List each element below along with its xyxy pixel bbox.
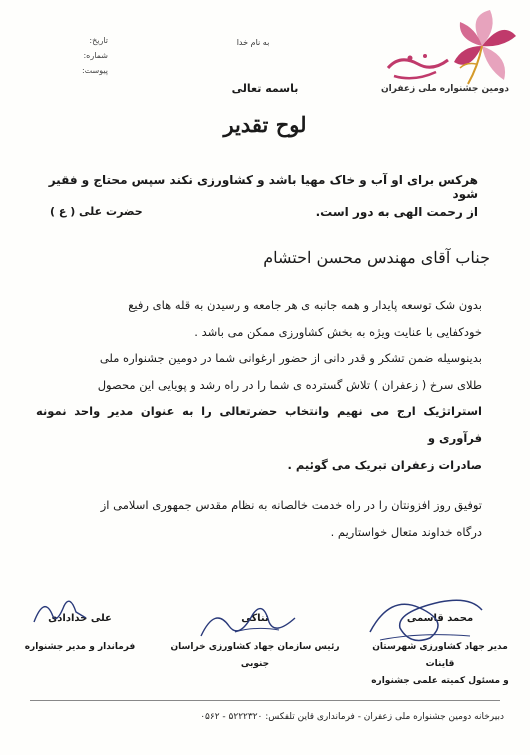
hadith-quote-line2: از رحمت الهی به دور است. bbox=[315, 205, 478, 219]
recipient-name: جناب آقای مهندس محسن احتشام bbox=[263, 248, 490, 267]
body-line: صادرات زعفران تبریک می گوئیم . bbox=[287, 457, 482, 472]
body-line: طلای سرخ ( زعفران ) تلاش گسترده ی شما را در راه رشد و پویایی این محصول bbox=[97, 377, 482, 392]
quote-attribution: حضرت علی ( ع ) bbox=[50, 205, 143, 218]
handwritten-signature-icon bbox=[30, 592, 90, 632]
meta-date-label: تاریخ: bbox=[89, 36, 108, 45]
hadith-quote-line1: هرکس برای او آب و خاک مهیا باشد و کشاورزی نکند سپس محتاج و فقیر شود bbox=[48, 173, 478, 201]
letter-body bbox=[36, 292, 482, 545]
handwritten-signature-icon bbox=[195, 596, 305, 646]
body-line: خودکفایی با عنایت ویژه به بخش کشاورزی ممکن می باشد . bbox=[194, 324, 482, 339]
handwritten-signature-icon bbox=[360, 588, 490, 648]
body-line: استراتژیک ارج می نهیم وانتخاب حضرتعالی را به عنوان مدیر واحد نمونه فرآوری و bbox=[36, 404, 482, 445]
footer-divider bbox=[30, 700, 500, 701]
signatory-name: تناکی bbox=[241, 613, 269, 624]
logo-caption: دومین جشنواره ملی زعفران bbox=[380, 84, 510, 94]
signatory-name: علی خدادادی bbox=[48, 613, 112, 624]
signature-block-agriculture-org bbox=[165, 610, 345, 673]
body-line: توفیق روز افزونتان را در راه خدمت خالصانه به نظام مقدس جمهوری اسلامی از bbox=[100, 498, 482, 513]
signatory-name: محمد قاسمی bbox=[406, 613, 474, 624]
body-line: بدینوسیله ضمن تشکر و قدر دانی از حضور ارغوانی شما در دومین جشنواره ملی bbox=[99, 351, 482, 366]
invocation-heading: باسمه تعالی bbox=[231, 82, 299, 95]
meta-attachment-label: پیوست: bbox=[81, 66, 108, 75]
signature-block-scientific-committee bbox=[360, 610, 520, 690]
footer-contact: دبیرخانه دومین جشنواره ملی زعفران - فرمانداری قاین تلفکس: ۵۲۲۲۳۲۰ - ۰۵۶۲ bbox=[200, 712, 504, 722]
small-invocation: به نام خدا bbox=[236, 38, 270, 47]
signature-block-governor bbox=[20, 610, 140, 656]
body-line: درگاه خداوند متعال خواستاریم . bbox=[330, 524, 482, 539]
signatory-role: رئیس سازمان جهاد کشاورزی خراسان جنوبی bbox=[170, 642, 340, 669]
letter-meta bbox=[58, 33, 108, 78]
signatory-role: مدیر جهاد کشاورزی شهرستان قاینات bbox=[372, 642, 508, 669]
signatory-role: فرماندار و مدیر جشنواره bbox=[24, 642, 136, 652]
body-line: بدون شک توسعه پایدار و همه جانبه ی هر جامعه و رسیدن به قله های رفیع bbox=[128, 298, 482, 312]
meta-number-label: شماره: bbox=[83, 51, 108, 60]
signatory-role-line2: و مسئول کمیته علمی جشنواره bbox=[371, 676, 509, 686]
certificate-title: لوح تقدیر bbox=[223, 112, 307, 137]
